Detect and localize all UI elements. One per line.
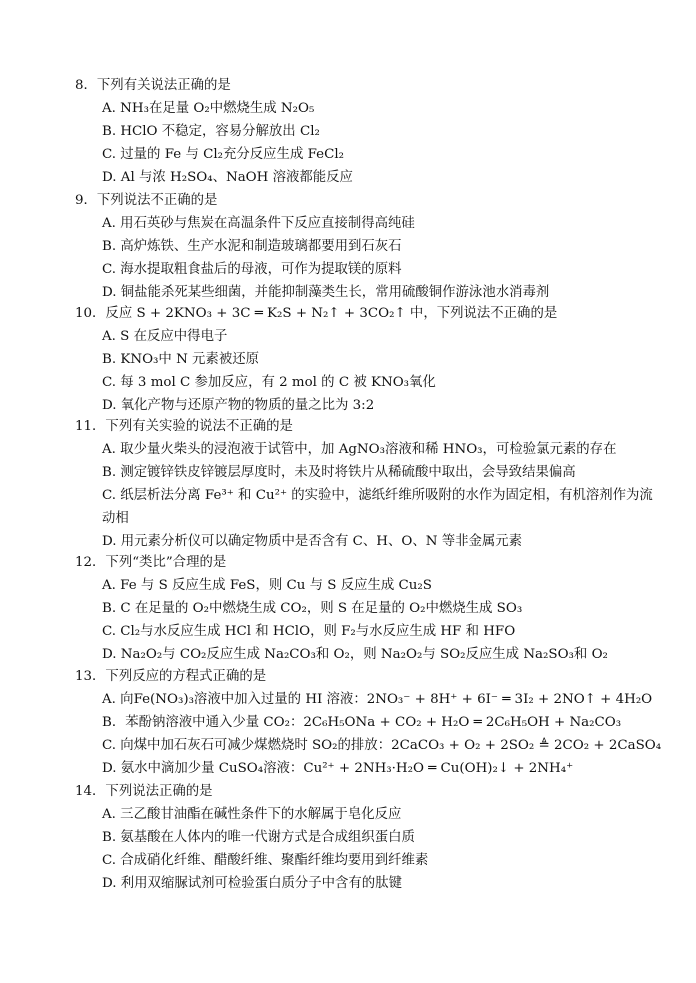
option-a: A. NH₃在足量 O₂中燃烧生成 N₂O₅ (102, 101, 315, 116)
option-d: D. 利用双缩脲试剂可检验蛋白质分子中含有的肽键 (102, 876, 402, 891)
question-13 (75, 665, 685, 780)
option-c: C. Cl₂与水反应生成 HCl 和 HClO，则 F₂与水反应生成 HF 和 HFO (102, 624, 516, 639)
option-b: B. HClO 不稳定，容易分解放出 Cl₂ (102, 124, 320, 139)
option-a: A. 用石英砂与焦炭在高温条件下反应直接制得高纯硅 (102, 216, 415, 231)
question-stem: 13．下列反应的方程式正确的是 (75, 669, 267, 684)
option-b: B. C 在足量的 O₂中燃烧生成 CO₂，则 S 在足量的 O₂中燃烧生成 SO₃ (102, 601, 523, 616)
option-d: D. Al 与浓 H₂SO₄、NaOH 溶液都能反应 (102, 170, 353, 185)
option-c: C. 海水提取粗食盐后的母液，可作为提取镁的原料 (102, 262, 402, 277)
question-12 (75, 551, 685, 666)
option-b: B. 高炉炼铁、生产水泥和制造玻璃都要用到石灰石 (102, 239, 402, 254)
option-b: B. KNO₃中 N 元素被还原 (102, 352, 259, 367)
option-a: A. 向Fe(NO₃)₃溶液中加入过量的 HI 溶液：2NO₃⁻ + 8H⁺ + 6I⁻ ═ 3I₂ + 2NO↑ + 4H₂O (102, 692, 653, 707)
option-c: C. 合成硝化纤维、醋酸纤维、聚酯纤维均要用到纤维素 (102, 853, 429, 868)
option-a: A. S 在反应中得电子 (102, 329, 228, 344)
option-d: D. 氧化产物与还原产物的物质的量之比为 3:2 (102, 398, 375, 413)
option-d: D. 氨水中滴加少量 CuSO₄溶液：Cu²⁺ + 2NH₃·H₂O ═ Cu(OH)₂↓ + 2NH₄⁺ (102, 761, 574, 776)
question-11 (75, 415, 685, 553)
option-c: C. 向煤中加石灰石可减少煤燃烧时 SO₂的排放：2CaCO₃ + O₂ + 2SO₂ ≜ 2CO₂ + 2CaSO₄ (102, 738, 662, 753)
option-c: C. 每 3 mol C 参加反应，有 2 mol 的 C 被 KNO₃氧化 (102, 375, 436, 390)
question-stem: 10．反应 S + 2KNO₃ + 3C ═ K₂S + N₂↑ + 3CO₂↑ 中，下列说法不正确的是 (75, 306, 558, 321)
question-stem: 11．下列有关实验的说法不正确的是 (75, 419, 293, 434)
option-a: A. 取少量火柴头的浸泡液于试管中，加 AgNO₃溶液和稀 HNO₃，可检验氯元素的存在 (102, 442, 617, 457)
option-a: A. Fe 与 S 反应生成 FeS，则 Cu 与 S 反应生成 Cu₂S (102, 578, 432, 593)
question-stem: 8．下列有关说法正确的是 (75, 78, 231, 93)
option-b: B. 测定镀锌铁皮锌镀层厚度时，未及时将铁片从稀硫酸中取出，会导致结果偏高 (102, 465, 576, 480)
question-14 (75, 780, 685, 895)
question-9 (75, 189, 685, 304)
option-c: C. 纸层析法分离 Fe³⁺ 和 Cu²⁺ 的实验中，滤纸纤维所吸附的水作为固定相，有机溶剂作为流动相 (102, 488, 653, 526)
option-d: D. 铜盐能杀死某些细菌，并能抑制藻类生长，常用硫酸铜作游泳池水消毒剂 (102, 285, 550, 300)
option-b: B. 氨基酸在人体内的唯一代谢方式是合成组织蛋白质 (102, 830, 415, 845)
option-d: D. Na₂O₂与 CO₂反应生成 Na₂CO₃和 O₂，则 Na₂O₂与 SO₂反应生成 Na₂SO₃和 O₂ (102, 647, 608, 662)
question-stem: 9．下列说法不正确的是 (75, 193, 218, 208)
question-10 (75, 302, 685, 417)
option-a: A. 三乙酸甘油酯在碱性条件下的水解属于皂化反应 (102, 807, 402, 822)
option-b: B．苯酚钠溶液中通入少量 CO₂：2C₆H₅ONa + CO₂ + H₂O ═ 2C₆H₅OH + Na₂CO₃ (102, 715, 622, 730)
option-d: D. 用元素分析仪可以确定物质中是否含有 C、H、O、N 等非金属元素 (102, 534, 523, 549)
option-c: C. 过量的 Fe 与 Cl₂充分反应生成 FeCl₂ (102, 147, 344, 162)
question-stem: 12．下列“类比”合理的是 (75, 555, 227, 570)
question-8 (75, 74, 685, 189)
question-stem: 14．下列说法正确的是 (75, 784, 213, 799)
